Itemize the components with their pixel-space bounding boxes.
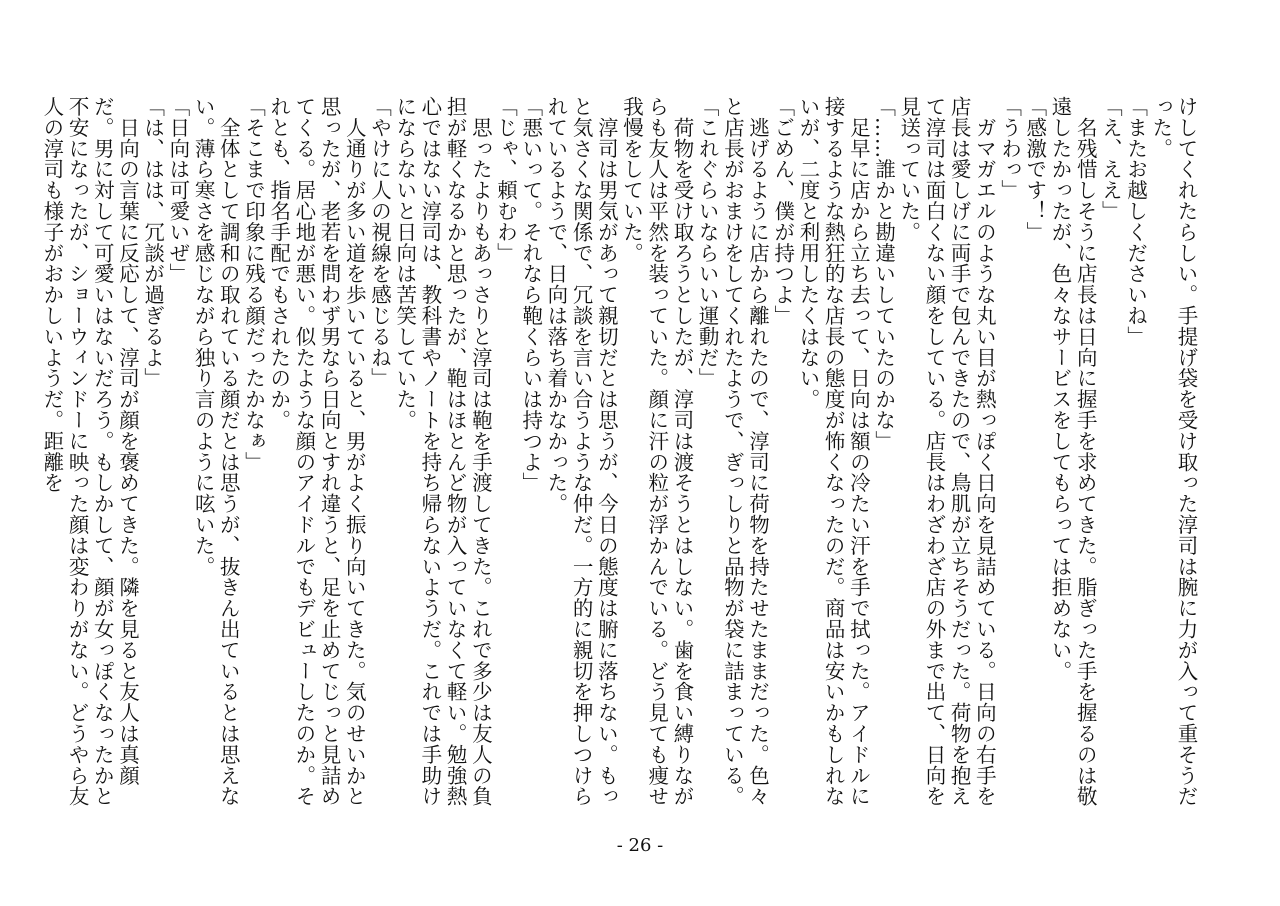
paragraph: 「またお越しくださいね」 bbox=[1123, 96, 1148, 347]
paragraph: 「ごめん、僕が持つよ」 bbox=[770, 96, 795, 326]
paragraph: 「……誰かと勘違いしていたのかな」 bbox=[871, 96, 896, 452]
paragraph: 名残惜しそうに店長は日向に握手を求めてきた。脂ぎった手を握るのは敬遠したかったが、色々なサービスをしてもらっては拒めない。 bbox=[1047, 96, 1098, 807]
paragraph: 人通りが多い道を歩いていると、男がよく振り向いてきた。気のせいかと思ったが、老若を問わず男なら日向とすれ違うと、足を止めてじっと見詰めてくる。居心地が悪い。似たような顔のアイドルでもデビューしたのか。それとも、指名手配でもされたのか。 bbox=[266, 96, 367, 807]
paragraph: 「は、はは、冗談が過ぎるよ」 bbox=[140, 96, 165, 389]
paragraph: 逃げるように店から離れたので、淳司に荷物を持たせたままだった。色々と店長がおまけをしてくれたようで、ぎっしりと品物が袋に詰まっている。 bbox=[720, 96, 770, 807]
paragraph: 「やけに人の視線を感じるね」 bbox=[367, 96, 392, 389]
paragraph: 「じゃ、頼むわ」 bbox=[493, 96, 518, 264]
paragraph: 足早に店から立ち去って、日向は額の冷たい汗を手で拭った。アイドルに接するような熱狂的な店長の態度が怖くなったのだ。商品は安いかもしれないが、二度と利用したくはない。 bbox=[795, 96, 871, 807]
paragraph: 「え、ええ」 bbox=[1098, 96, 1123, 222]
paragraph: ガマガエルのような丸い目が熱っぽく日向を見詰めている。日向の右手を店長は愛しげに両手で包んできたので、鳥肌が立ちそうだった。荷物を抱えて淳司は面白くない顔をしている。店長はわざわざ店の外まで出て、日向を見送っていた。 bbox=[896, 96, 997, 807]
paragraph: 「うわっ」 bbox=[997, 96, 1022, 201]
paragraph: 全体として調和の取れている顔だとは思うが、抜きん出ているとは思えない。薄ら寒さを感じながら独り言のように呟いた。 bbox=[191, 96, 241, 807]
paragraph: 日向の言葉に反応して、淳司が顔を褒めてきた。隣を見ると友人は真顔だ。男に対して可愛いはないだろう。もしかして、顔が女っぽくなったかと不安になったが、ショーウィンドーに映った顔は変わりがない。どうやら友人の淳司も様子がおかしいようだ。距離を bbox=[39, 96, 140, 807]
vertical-text-body bbox=[39, 96, 1198, 822]
paragraph: 「そこまで印象に残る顔だったかなぁ」 bbox=[241, 96, 266, 473]
paragraph: 思ったよりもあっさりと淳司は鞄を手渡してきた。これで多少は友人の負担が軽くなるかと思ったが、鞄はほとんど物が入っていなくて軽い。勉強熱心ではない淳司は、教科書やノートを持ち帰らないようだ。これでは手助けにならないと日向は苦笑していた。 bbox=[392, 96, 493, 807]
paragraph: 「これぐらいならいい運動だ」 bbox=[695, 96, 720, 389]
paragraph: 「悪いって。それなら鞄くらいは持つよ」 bbox=[518, 96, 543, 494]
paragraph: 淳司は男気があって親切だとは思うが、今日の態度は腑に落ちない。もっと気さくな関係で、冗談を言い合うような仲だ。一方的に親切を押しつけられているようで、日向は落ち着かなかった。 bbox=[543, 96, 619, 807]
paragraph: けしてくれたらしい。手提げ袋を受け取った淳司は腕に力が入って重そうだった。 bbox=[1148, 96, 1198, 807]
paragraph: 「感激です！」 bbox=[1022, 96, 1047, 243]
page-number: - 26 - bbox=[616, 835, 664, 856]
paragraph: 「日向は可愛いぜ」 bbox=[165, 96, 190, 285]
paragraph: 荷物を受け取ろうとしたが、淳司は渡そうとはしない。歯を食い縛りながらも友人は平然を装っていた。顔に汗の粒が浮かんでいる。どう見ても痩せ我慢をしていた。 bbox=[619, 96, 694, 807]
